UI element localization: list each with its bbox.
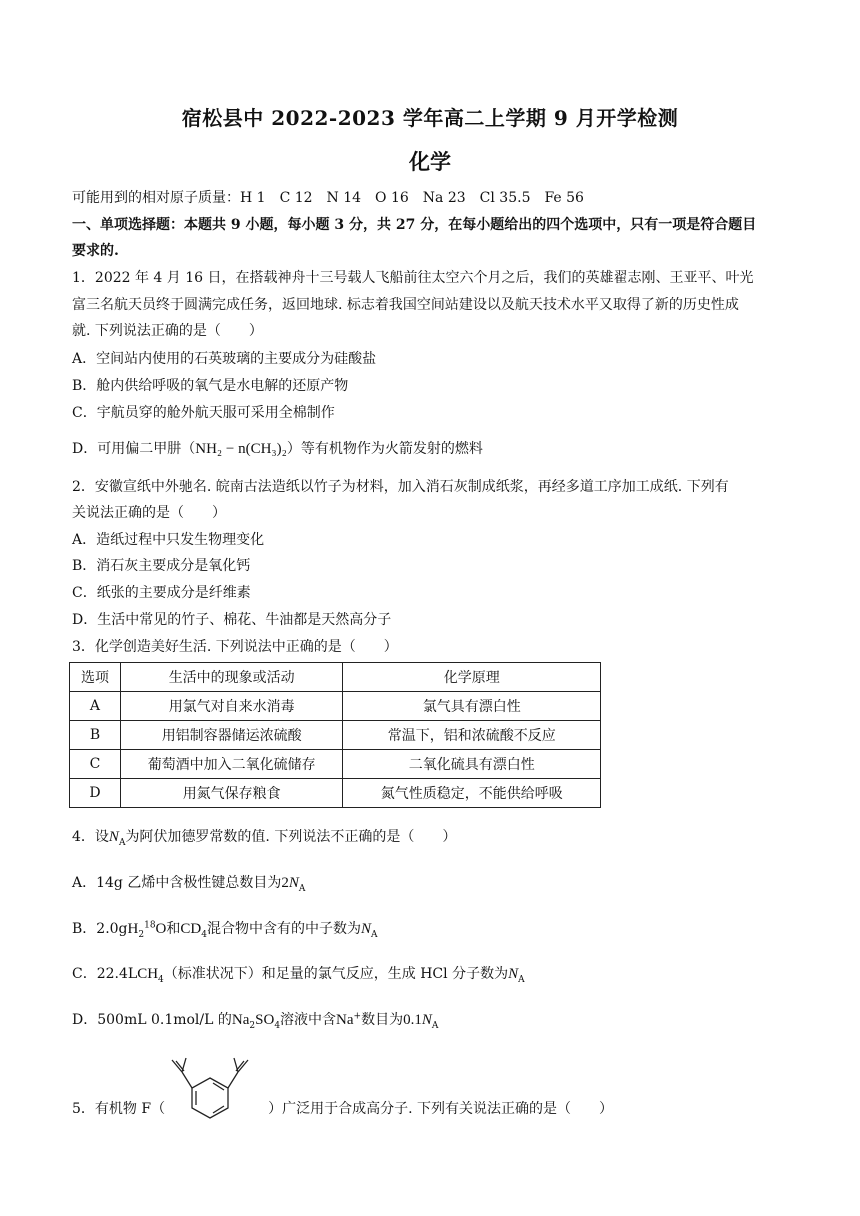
table-cell: 氮气性质稳定，不能供给呼吸 — [343, 779, 601, 808]
q1-option-c: C．宇航员穿的舱外航天服可采用全棉制作 — [72, 405, 335, 421]
table-header-cell: 生活中的现象或活动 — [120, 663, 343, 692]
q3-stem: 3．化学创造美好生活. 下列说法中正确的是（ ） — [72, 639, 398, 655]
table-header-row — [70, 663, 601, 692]
na-symbol: N — [421, 1012, 432, 1028]
q4-option-a — [72, 874, 802, 892]
q1-option-b: B．舱内供给呼吸的氧气是水电解的还原产物 — [72, 378, 349, 394]
table-cell: 氯气具有漂白性 — [343, 692, 601, 721]
q2-option-d: D．生活中常见的竹子、棉花、牛油都是天然高分子 — [72, 612, 392, 628]
na-ion: Na — [336, 1012, 354, 1028]
ch4-formula: CH — [137, 966, 159, 982]
table-row — [70, 721, 601, 750]
molecule-f-structure-icon — [160, 1050, 260, 1130]
q5-stem-pre: 5．有机物 F（ — [72, 1101, 166, 1117]
table-cell: C — [70, 750, 121, 779]
table-cell: 二氧化硫具有漂白性 — [343, 750, 601, 779]
q4-stem — [72, 828, 802, 846]
section1-instruction-line2: 要求的. — [72, 243, 119, 259]
q5-stem-post: ）广泛用于合成高分子. 下列有关说法正确的是（ ） — [268, 1101, 613, 1117]
q4-b-post: 混合物中含有的中子数为 — [206, 921, 361, 937]
table-cell: 常温下，铝和浓硫酸不反应 — [343, 721, 601, 750]
q3-table — [69, 662, 601, 808]
table-cell: 用铝制容器储运浓硫酸 — [120, 721, 343, 750]
na-symbol: N — [288, 875, 299, 891]
q4-d-text: D．500mL 0.1mol/L 的 — [72, 1012, 232, 1028]
table-cell: B — [70, 721, 121, 750]
table-cell: 葡萄酒中加入二氧化硫储存 — [120, 750, 343, 779]
table-header-cell: 选项 — [70, 663, 121, 692]
na-symbol: N — [508, 966, 519, 982]
q2-stem-line1: 2．安徽宣纸中外驰名. 皖南古法造纸以竹子为材料，加入消石灰制成纸浆，再经多道工序加工成纸. 下列有 — [72, 479, 729, 495]
q4-c-text: C．22.4L — [72, 966, 138, 982]
q4-c-post: （标准状况下）和足量的氯气反应，生成 HCl 分子数为 — [163, 966, 509, 982]
q1-option-d-post: ）等有机物作为火箭发射的燃料 — [286, 441, 483, 457]
h2o-formula: H — [127, 921, 139, 937]
q1-stem-line1: 1．2022 年 4 月 16 日，在搭载神舟十三号载人飞船前往太空六个月之后，我们的英雄翟志刚、王亚平、叶光 — [72, 270, 754, 286]
q2-stem-line2: 关说法正确的是（ ） — [72, 505, 226, 521]
q4-b-text: B．2.0g — [72, 921, 128, 937]
table-cell: 用氯气对自来水消毒 — [120, 692, 343, 721]
na-symbol: N — [108, 829, 119, 845]
q4-d-mid: 溶液中含 — [280, 1012, 337, 1028]
table-row — [70, 779, 601, 808]
na2so4-formula: Na — [231, 1012, 250, 1028]
na-symbol: N — [360, 921, 371, 937]
table-row — [70, 692, 601, 721]
section1-instruction-line1: 一、单项选择题：本题共 9 小题，每小题 3 分，共 27 分，在每小题给出的四个选项中，只有一项是符合题目 — [72, 217, 757, 233]
q2-option-b: B．消石灰主要成分是氧化钙 — [72, 558, 251, 574]
table-cell: D — [70, 779, 121, 808]
na-subscript: A — [518, 974, 525, 985]
q4-b-mid: 和 — [166, 921, 181, 937]
q1-option-d — [72, 440, 802, 458]
q5-stem — [72, 1100, 802, 1118]
exam-title: 宿松县中 2022-2023 学年高二上学期 9 月开学检测 — [181, 106, 679, 130]
na-subscript: A — [298, 883, 306, 894]
q2-option-a: A．造纸过程中只发生物理变化 — [72, 532, 265, 548]
q4-stem-post: 为阿伏加德罗常数的值. 下列说法不正确的是（ ） — [125, 829, 457, 845]
q4-d-value: 0.1 — [403, 1012, 422, 1028]
q4-option-b: B．$2.0gH_2^{18}O$和$CD_4$混合物中含有的中子数为$N_A$ — [72, 920, 378, 940]
na-subscript: A — [118, 837, 126, 848]
table-cell: 用氮气保存粮食 — [120, 779, 343, 808]
q4-stem-pre: 4．设 — [72, 829, 109, 845]
q2-option-c: C．纸张的主要成分是纤维素 — [72, 585, 251, 601]
q4-option-d: D．500mL 0.1mol/L 的$Na_2SO_4$溶液中含Na+数目为$0.1N_A$ — [72, 1011, 439, 1031]
na-subscript: A — [370, 929, 378, 940]
q1-stem-line3: 就. 下列说法正确的是（ ） — [72, 323, 263, 339]
na-subscript: A — [431, 1020, 439, 1031]
q4-d-post: 数目为 — [361, 1012, 404, 1028]
q1-option-d-formula: NH₂ − n(CH₃)₂ — [195, 441, 287, 457]
cd4-formula: CD — [180, 921, 202, 937]
exam-subject: 化学 — [409, 149, 451, 174]
table-row — [70, 750, 601, 779]
q4-a-text: A．14g 乙烯中含极性键总数目为 — [72, 875, 282, 891]
q4-option-c: C．$22.4LCH_4$（标准状况下）和足量的氯气反应，生成 HCl 分子数为$N_A$ — [72, 966, 525, 985]
atomic-masses: 可能用到的相对原子质量：H 1 C 12 N 14 O 16 Na 23 Cl 35.5 Fe 56 — [72, 190, 584, 206]
q1-option-d-pre: D．可用偏二甲肼（ — [72, 441, 196, 457]
q4-a-value: 2 — [281, 875, 289, 891]
q1-stem-line2: 富三名航天员终于圆满完成任务，返回地球. 标志着我国空间站建设以及航天技术水平又取得了新的历史性成 — [72, 297, 739, 313]
table-cell: A — [70, 692, 121, 721]
q1-option-a: A．空间站内使用的石英玻璃的主要成分为硅酸盐 — [72, 351, 377, 367]
table-header-cell: 化学原理 — [343, 663, 601, 692]
